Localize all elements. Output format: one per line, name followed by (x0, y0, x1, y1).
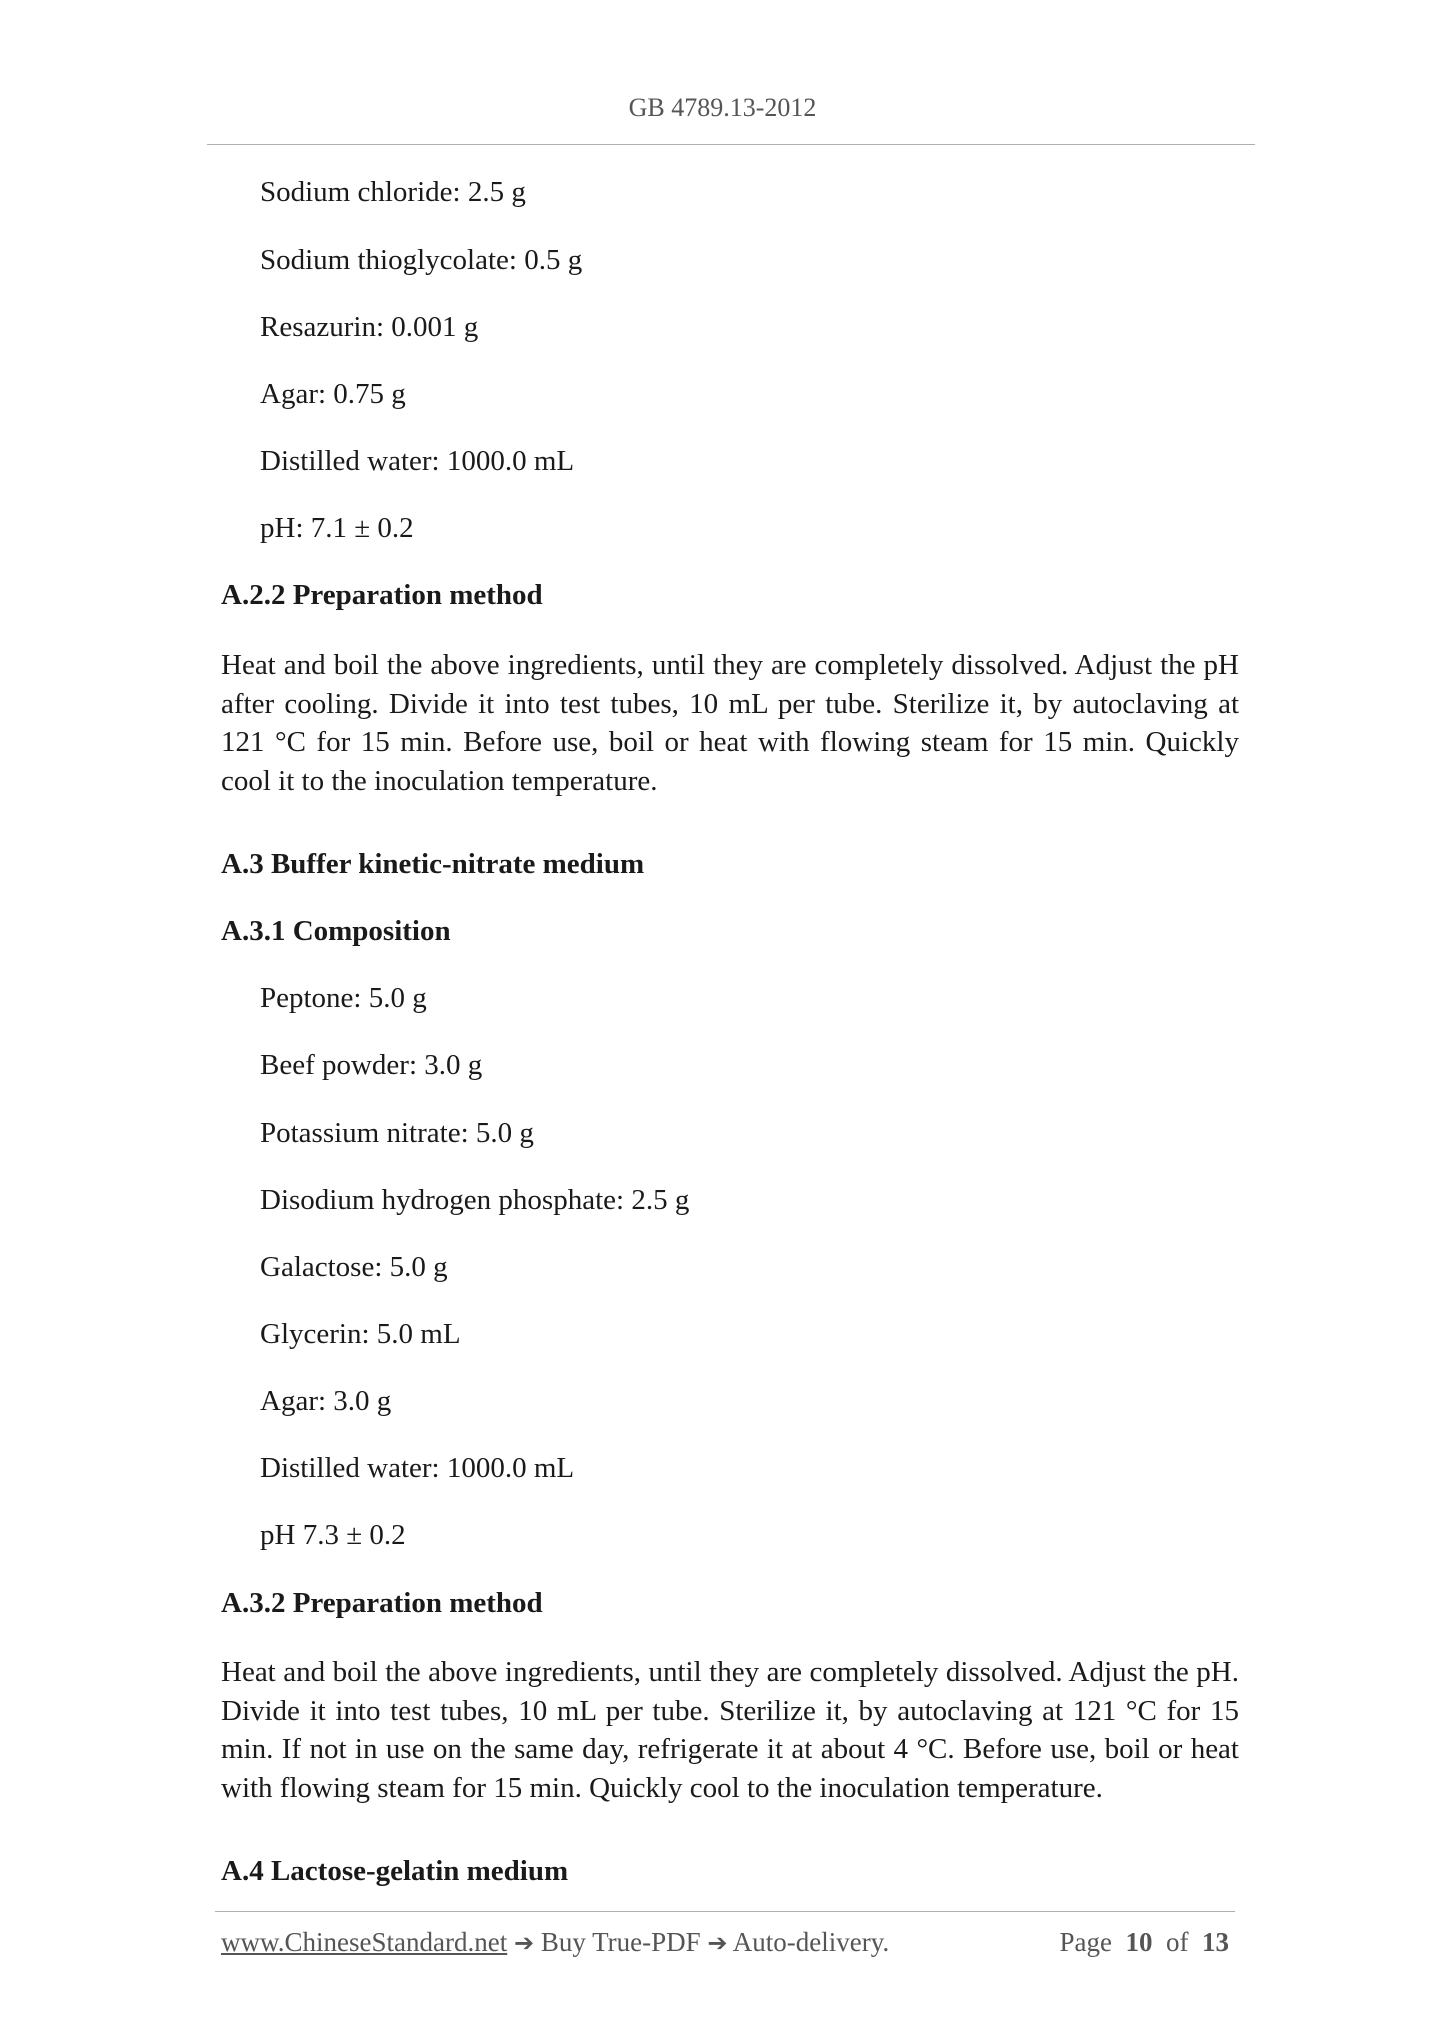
section-heading-a31: A.3.1 Composition (221, 915, 451, 947)
composition-item: Agar: 0.75 g (260, 378, 406, 410)
current-page: 10 (1125, 1927, 1153, 1957)
composition-item: Agar: 3.0 g (260, 1385, 392, 1417)
buy-text: Buy True-PDF (540, 1927, 701, 1957)
section-heading-a22: A.2.2 Preparation method (221, 579, 543, 611)
composition-item: Disodium hydrogen phosphate: 2.5 g (260, 1184, 690, 1216)
composition-item: Resazurin: 0.001 g (260, 311, 479, 343)
composition-item: Sodium chloride: 2.5 g (260, 176, 526, 208)
page-number (1060, 1927, 1229, 1958)
section-heading-a3: A.3 Buffer kinetic-nitrate medium (221, 848, 645, 880)
composition-item: Potassium nitrate: 5.0 g (260, 1117, 534, 1149)
footer-promo (221, 1927, 889, 1958)
arrow-right-icon: ➔ (707, 1929, 728, 1957)
composition-item: Galactose: 5.0 g (260, 1251, 448, 1283)
total-pages: 13 (1202, 1927, 1229, 1957)
composition-item: pH 7.3 ± 0.2 (260, 1519, 406, 1551)
composition-item: Distilled water: 1000.0 mL (260, 445, 575, 477)
page-header-title: GB 4789.13-2012 (628, 93, 817, 122)
composition-item: Sodium thioglycolate: 0.5 g (260, 244, 583, 276)
composition-item: Glycerin: 5.0 mL (260, 1318, 461, 1350)
composition-item: Beef powder: 3.0 g (260, 1049, 483, 1081)
of-label: of (1166, 1927, 1189, 1957)
delivery-text: Auto-delivery. (732, 1927, 890, 1957)
composition-item: Distilled water: 1000.0 mL (260, 1452, 575, 1484)
section-heading-a4: A.4 Lactose-gelatin medium (221, 1855, 569, 1887)
section-heading-a32: A.3.2 Preparation method (221, 1587, 543, 1619)
arrow-right-icon: ➔ (513, 1929, 535, 1957)
paragraph-a32: Heat and boil the above ingredients, until they are completely dissolved. Adjust the pH. Divide it into test tubes, 10 mL per tube. Sterilize it, by autoclaving at 121 °C for 15 min. If not in use on the same day, refrigerate it at about 4 °C. Before use, boil or heat with flowing steam for 15 min. Quickly cool to the inoculation temperature. (221, 1656, 1239, 1804)
paragraph-a22: Heat and boil the above ingredients, until they are completely dissolved. Adjust the pH after cooling. Divide it into test tubes, 10 mL per tube. Sterilize it, by autoclaving at 121 °C for 15 min. Before use, boil or heat with flowing steam for 15 min. Quickly cool it to the inoculation temperature. (221, 649, 1239, 797)
composition-item: Peptone: 5.0 g (260, 982, 427, 1014)
page-label: Page (1059, 1927, 1112, 1957)
website-link[interactable]: www.ChineseStandard.net (221, 1927, 508, 1957)
composition-item: pH: 7.1 ± 0.2 (260, 512, 414, 544)
header-divider (207, 144, 1255, 145)
footer-divider (215, 1911, 1235, 1912)
